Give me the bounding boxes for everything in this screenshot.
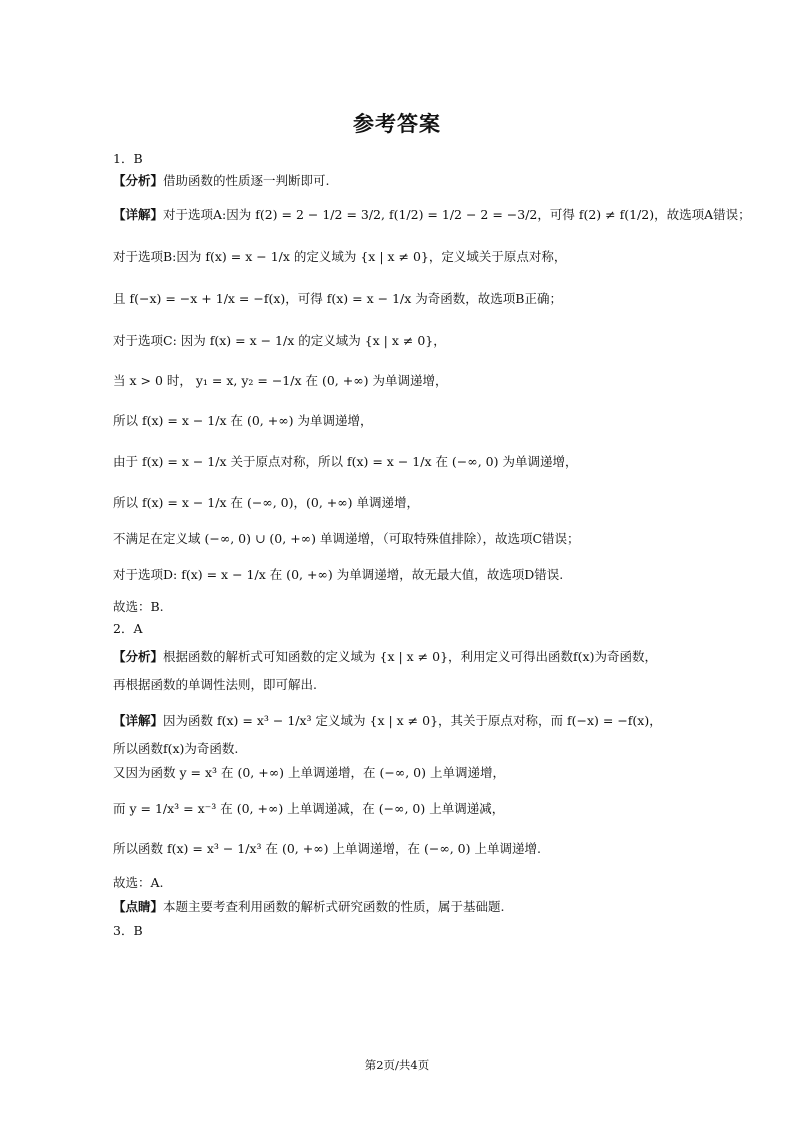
answer-line: [113, 620, 693, 638]
line-text: 不满足在定义域 (−∞, 0) ∪ (0, +∞) 单调递增，（可取特殊值排除），故选项C错误；: [113, 531, 580, 546]
section-tag: 【详解】: [113, 713, 164, 728]
answer-line: [113, 922, 693, 940]
line-text: 且 f(−x) = −x + 1/x = −f(x)，可得 f(x) = x − 1/x 为奇函数，故选项B正确；: [113, 291, 562, 306]
line-text: 对于选项B:因为 f(x) = x − 1/x 的定义域为 {x | x ≠ 0}，定义域关于原点对称，: [113, 249, 567, 264]
section-tag: 【分析】: [113, 173, 164, 188]
answer-line: [113, 764, 693, 782]
answer-line: [113, 874, 693, 892]
answer-line: [113, 453, 693, 471]
line-text: 本题主要考查利用函数的解析式研究函数的性质，属于基础题.: [163, 899, 505, 914]
line-text: 借助函数的性质逐一判断即可.: [163, 173, 330, 188]
line-text: 又因为函数 y = x³ 在 (0, +∞) 上单调递增，在 (−∞, 0) 上单调递增，: [113, 765, 505, 780]
answer-line: [113, 676, 693, 694]
section-tag: 【点睛】: [113, 899, 164, 914]
line-text: 所以函数 f(x) = x³ − 1/x³ 在 (0, +∞) 上单调递增，在 (−∞, 0) 上单调递增.: [113, 841, 541, 856]
line-text: 所以 f(x) = x − 1/x 在 (0, +∞) 为单调递增，: [113, 413, 373, 428]
line-text: 所以函数f(x)为奇函数.: [113, 741, 239, 756]
answer-line: [113, 840, 693, 858]
answer-line: [113, 898, 693, 916]
line-text: 故选：B.: [113, 599, 164, 614]
line-text: 对于选项D: f(x) = x − 1/x 在 (0, +∞) 为单调递增，故无最大值，故选项D错误.: [113, 567, 564, 582]
line-text: 2．A: [113, 621, 143, 636]
answer-line: [113, 800, 693, 818]
page-title: 参考答案: [353, 112, 441, 136]
line-text: 而 y = 1/x³ = x⁻³ 在 (0, +∞) 上单调递减，在 (−∞, 0) 上单调递减，: [113, 801, 505, 816]
answer-line: [113, 740, 693, 758]
line-text: 当 x > 0 时， y₁ = x, y₂ = −1/x 在 (0, +∞) 为单调递增，: [113, 373, 448, 388]
answer-line: [113, 172, 693, 190]
answer-line: [113, 598, 693, 616]
page-footer: 第2页/共4页: [364, 1058, 430, 1072]
answer-line: [113, 150, 693, 168]
answer-line: [113, 248, 693, 266]
line-text: 故选：A.: [113, 875, 164, 890]
answer-line: [113, 290, 693, 308]
line-text: 对于选项A:因为 f(2) = 2 − 1/2 = 3/2, f(1/2) = 1/2 − 2 = −3/2，可得 f(2) ≠ f(1/2)，故选项A错误；: [163, 207, 751, 222]
answer-line: [113, 494, 693, 512]
answer-line: [113, 412, 693, 430]
line-text: 因为函数 f(x) = x³ − 1/x³ 定义域为 {x | x ≠ 0}，其关于原点对称，而 f(−x) = −f(x)，: [163, 713, 662, 728]
answer-line: [113, 372, 693, 390]
line-text: 1．B: [113, 151, 143, 166]
line-text: 由于 f(x) = x − 1/x 关于原点对称，所以 f(x) = x − 1/x 在 (−∞, 0) 为单调递增，: [113, 454, 578, 469]
section-tag: 【详解】: [113, 207, 164, 222]
section-tag: 【分析】: [113, 649, 164, 664]
line-text: 根据函数的解析式可知函数的定义域为 {x | x ≠ 0}，利用定义可得出函数f(x)为奇函数，: [163, 649, 657, 664]
answer-line: [113, 530, 693, 548]
answer-line: [113, 206, 751, 224]
answer-line: [113, 332, 693, 350]
answer-line: [113, 712, 693, 730]
answer-line: [113, 648, 693, 666]
line-text: 再根据函数的单调性法则，即可解出.: [113, 677, 317, 692]
line-text: 所以 f(x) = x − 1/x 在 (−∞, 0)，(0, +∞) 单调递增，: [113, 495, 420, 510]
answer-line: [113, 566, 693, 584]
line-text: 3．B: [113, 923, 143, 938]
line-text: 对于选项C: 因为 f(x) = x − 1/x 的定义域为 {x | x ≠ 0}，: [113, 333, 446, 348]
